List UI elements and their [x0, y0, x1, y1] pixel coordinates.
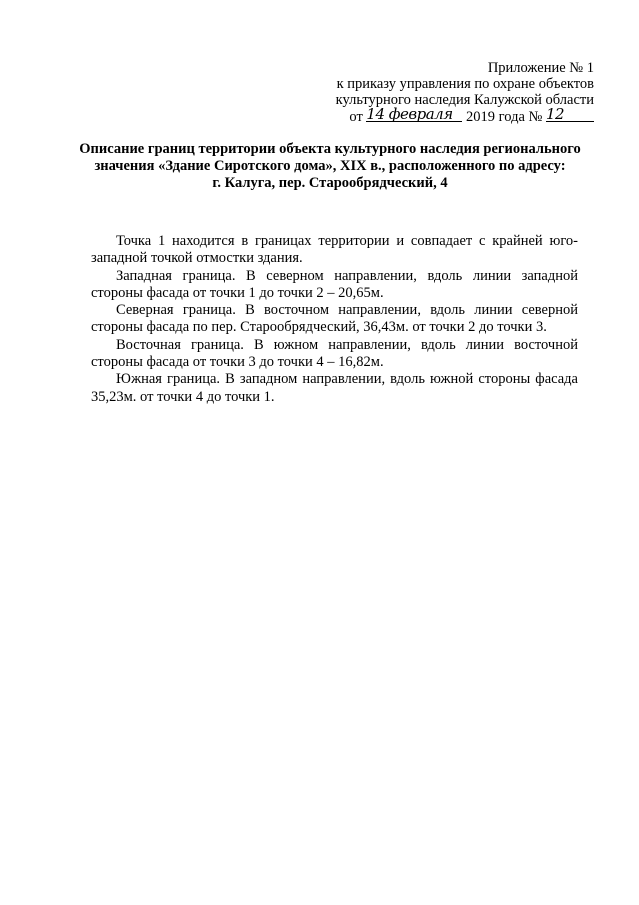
title-line-1: Описание границ территории объекта культурного наследия регионального	[79, 141, 581, 157]
order-reference-line2: культурного наследия Калужской области	[335, 92, 594, 109]
appendix-header	[294, 60, 594, 125]
paragraph-point-1: Точка 1 находится в границах территории и совпадает с крайней юго-западной точкой отмостки здания.	[91, 233, 578, 267]
paragraph-east-boundary: Восточная граница. В южном направлении, вдоль линии восточной стороны фасада от точки 3 до точки 4 – 16,82м.	[91, 336, 578, 371]
paragraph-north-boundary: Северная граница. В восточном направлении, вдоль линии северной стороны фасада по пер. Старообрядческий, 36,43м. от точки 2 до точки 3.	[91, 302, 578, 336]
document-title	[70, 141, 590, 192]
title-line-3: г. Калуга, пер. Старообрядческий, 4	[212, 175, 448, 191]
document-body	[91, 233, 578, 406]
order-reference-line1: к приказу управления по охране объектов	[336, 76, 594, 93]
appendix-number: Приложение № 1	[487, 60, 594, 76]
date-prefix: от	[349, 108, 363, 125]
title-line-2: значения «Здание Сиротского дома», XIX в., расположенного по адресу:	[94, 158, 566, 174]
handwritten-order-number: 12	[546, 107, 594, 122]
order-date-number-line	[294, 104, 594, 125]
paragraph-west-boundary: Западная граница. В северном направлении, вдоль линии западной стороны фасада от точки 1 до точки 2 – 20,65м.	[91, 267, 578, 301]
handwritten-date: 14 февраля	[366, 107, 462, 122]
paragraph-south-boundary: Южная граница. В западном направлении, вдоль южной стороны фасада 35,23м. от точки 4 до точки 1.	[91, 371, 578, 405]
year-text: 2019 года №	[466, 108, 543, 125]
